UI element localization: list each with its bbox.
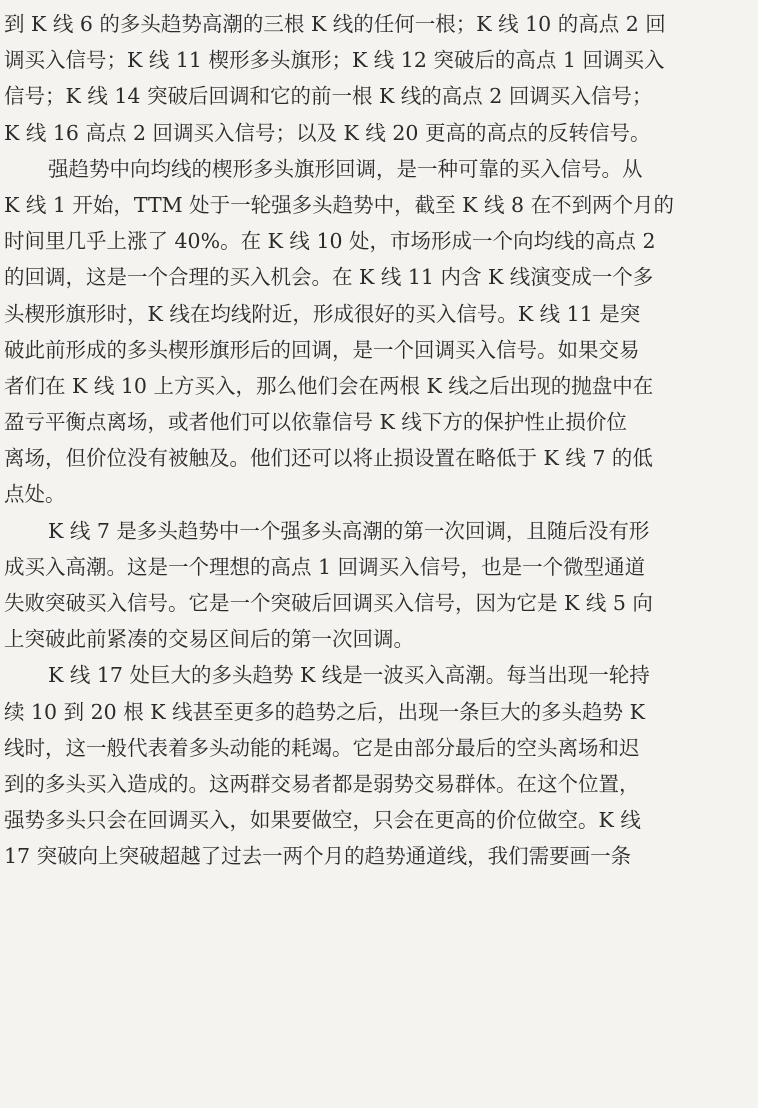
- paragraph-2: [4, 151, 758, 513]
- paragraph-1: [4, 6, 758, 151]
- text-line: K 线 16 高点 2 回调买入信号；以及 K 线 20 更高的高点的反转信号。: [4, 120, 651, 145]
- text-line: 离场，但价位没有被触及。他们还可以将止损设置在略低于 K 线 7 的低: [4, 446, 653, 471]
- text-line: 强趋势中向均线的楔形多头旗形回调，是一种可靠的买入信号。从: [48, 156, 643, 181]
- text-line: 者们在 K 线 10 上方买入，那么他们会在两根 K 线之后出现的抛盘中在: [4, 373, 654, 398]
- text-line: 破此前形成的多头楔形旗形后的回调，是一个回调买入信号。如果交易: [4, 337, 640, 362]
- text-line: 17 突破向上突破超越了过去一两个月的趋势通道线，我们需要画一条: [4, 844, 632, 869]
- paragraph-4: [4, 657, 758, 874]
- text-line: 盈亏平衡点离场，或者他们可以依靠信号 K 线下方的保护性止损价位: [4, 410, 627, 435]
- text-line: 点处。: [4, 482, 66, 507]
- text-line: 到的多头买入造成的。这两群交易者都是弱势交易群体。在这个位置，: [4, 771, 640, 796]
- text-line: 到 K 线 6 的多头趋势高潮的三根 K 线的任何一根；K 线 10 的高点 2 回: [4, 12, 666, 36]
- text-line: 线时，这一般代表着多头动能的耗竭。它是由部分最后的空头离场和迟: [4, 735, 640, 760]
- text-line: 强势多头只会在回调买入，如果要做空，只会在更高的价位做空。K 线: [4, 808, 641, 833]
- paragraph-3: [4, 513, 758, 658]
- text-line: 的回调，这是一个合理的买入机会。在 K 线 11 内含 K 线演变成一个多: [4, 265, 654, 290]
- text-line: 成买入高潮。这是一个理想的高点 1 回调买入信号，也是一个微型通道: [4, 554, 646, 579]
- text-line: 调买入信号；K 线 11 楔形多头旗形；K 线 12 突破后的高点 1 回调买入: [4, 48, 665, 73]
- text-line: K 线 1 开始，TTM 处于一轮强多头趋势中，截至 K 线 8 在不到两个月的: [4, 192, 675, 217]
- text-line: 信号；K 线 14 突破后回调和它的前一根 K 线的高点 2 回调买入信号；: [4, 84, 653, 109]
- text-line: 上突破此前紧凑的交易区间后的第一次回调。: [4, 627, 414, 652]
- text-line: K 线 7 是多头趋势中一个强多头高潮的第一次回调，且随后没有形: [48, 518, 650, 543]
- text-line: 失败突破买入信号。它是一个突破后回调买入信号，因为它是 K 线 5 向: [4, 591, 653, 615]
- text-line: 头楔形旗形时，K 线在均线附近，形成很好的买入信号。K 线 11 是突: [4, 301, 641, 326]
- text-line: K 线 17 处巨大的多头趋势 K 线是一波买入高潮。每当出现一轮持: [48, 663, 650, 688]
- text-line: 时间里几乎上涨了 40%。在 K 线 10 处，市场形成一个向均线的高点 2: [4, 229, 656, 254]
- text-line: 续 10 到 20 根 K 线甚至更多的趋势之后，出现一条巨大的多头趋势 K: [4, 699, 645, 724]
